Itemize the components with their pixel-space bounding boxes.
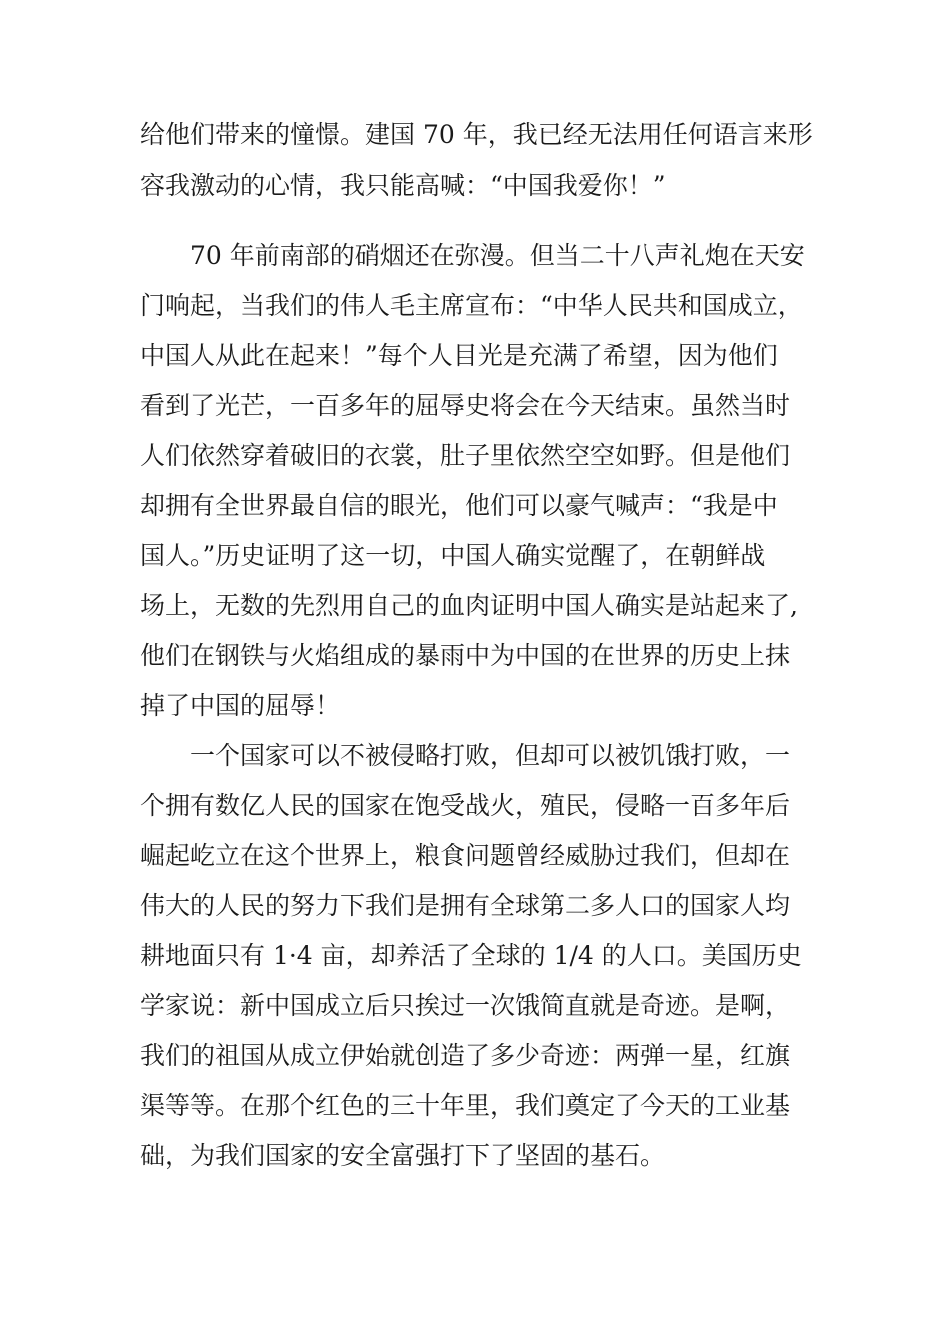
paragraph-line: 人们依然穿着破旧的衣裳，肚子里依然空空如野。但是他们 [140, 441, 791, 470]
paragraph-line: 中国人从此在起来！”每个人目光是充满了希望，因为他们 [140, 341, 778, 370]
paragraph-line: 渠等等。在那个红色的三十年里，我们奠定了今天的工业基 [140, 1091, 791, 1120]
paragraph-line: 容我激动的心情，我只能高喊：“中国我爱你！” [140, 171, 666, 200]
paragraph-line: 耕地面只有 1·4 亩，却养活了全球的 1/4 的人口。美国历史 [140, 941, 802, 970]
paragraph-line: 国人。”历史证明了这一切，中国人确实觉醒了，在朝鲜战 [140, 541, 766, 570]
paragraph-line: 掉了中国的屈辱！ [140, 691, 341, 720]
paragraph-line: 门响起，当我们的伟人毛主席宣布：“中华人民共和国成立， [140, 291, 803, 320]
paragraph-line: 看到了光芒，一百多年的屈辱史将会在今天结束。虽然当时 [140, 391, 791, 420]
paragraph-line: 础，为我们国家的安全富强打下了坚固的基石。 [140, 1141, 666, 1170]
paragraph-line: 给他们带来的憧憬。建国 70 年，我已经无法用任何语言来形 [140, 120, 813, 149]
paragraph-line: 伟大的人民的努力下我们是拥有全球第二多人口的国家人均 [140, 891, 791, 920]
paragraph-line: 学家说：新中国成立后只挨过一次饿简直就是奇迹。是啊， [140, 991, 791, 1020]
paragraph-line: 崛起屹立在这个世界上，粮食问题曾经威胁过我们，但却在 [140, 841, 791, 870]
paragraph-line: 70 年前南部的硝烟还在弥漫。但当二十八声礼炮在天安 [190, 241, 805, 270]
paragraph-line: 个拥有数亿人民的国家在饱受战火，殖民，侵略一百多年后 [140, 791, 791, 820]
paragraph-line: 却拥有全世界最自信的眼光，他们可以豪气喊声：“我是中 [140, 491, 778, 520]
paragraph-line: 场上，无数的先烈用自己的血肉证明中国人确实是站起来了, [140, 591, 798, 620]
paragraph-line: 他们在钢铁与火焰组成的暴雨中为中国的在世界的历史上抹 [140, 641, 791, 670]
paragraph-line: 一个国家可以不被侵略打败，但却可以被饥饿打败，一 [190, 741, 791, 770]
paragraph-line: 我们的祖国从成立伊始就创造了多少奇迹：两弹一星，红旗 [140, 1041, 791, 1070]
